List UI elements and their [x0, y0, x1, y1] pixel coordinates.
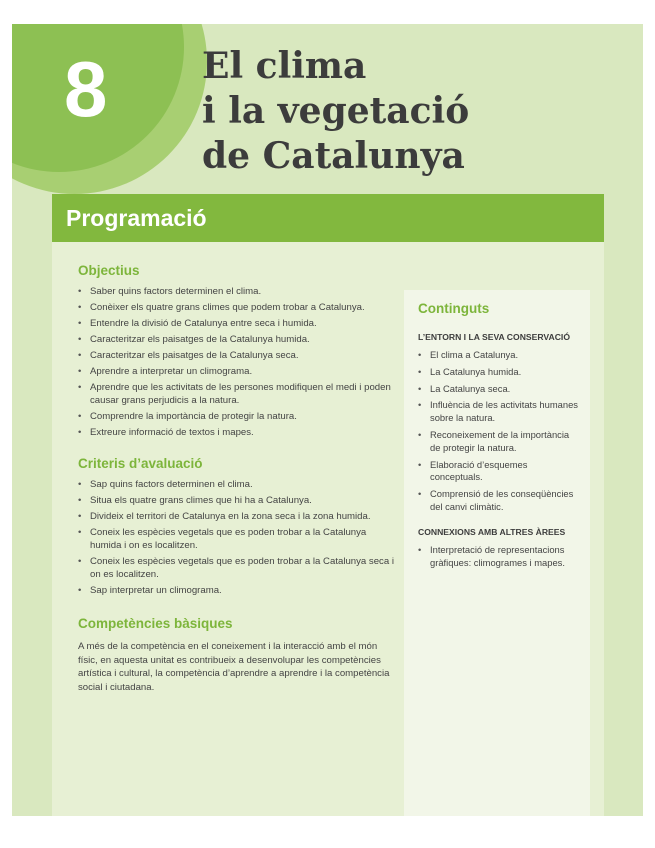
- competencies-heading: Competències bàsiques: [78, 616, 233, 631]
- list-item: • Divideix el territori de Catalunya en la zona seca i la zona humida.: [78, 510, 398, 523]
- unit-title: [202, 44, 469, 179]
- competencies-text: A més de la competència en el coneixement i la interacció amb el món físic, en aquesta unitat es contribueix a desenvolupar les competències artística i cultural, la competència d’aprendre a aprendre i la competència social i ciutadana.: [78, 641, 390, 693]
- continguts-group-title: L’ENTORN I LA SEVA CONSERVACIÓ: [418, 332, 571, 342]
- section-title: Programació: [66, 205, 207, 231]
- unit-number: 8: [64, 45, 108, 133]
- list-item: • Entendre la divisió de Catalunya entre seca i humida.: [78, 317, 398, 330]
- list-item: • Aprendre a interpretar un climograma.: [78, 365, 398, 378]
- continguts-box: [404, 290, 590, 816]
- list-item: • Extreure informació de textos i mapes.: [78, 426, 398, 439]
- objectius-heading: Objectius: [78, 263, 140, 278]
- continguts-list: [418, 349, 580, 514]
- list-item: • Saber quins factors determinen el clima.: [78, 285, 398, 298]
- list-item: • Sap interpretar un climograma.: [78, 584, 398, 597]
- unit-title-line-2: i la vegetació: [202, 90, 470, 132]
- list-item: • Coneix les espècies vegetals que es poden trobar a la Catalunya humida i on es localitzen.: [78, 526, 398, 552]
- list-item: • Influència de les activitats humanes sobre la natura.: [418, 399, 580, 425]
- list-item: • Comprensió de les conseqüències del canvi climàtic.: [418, 488, 580, 514]
- list-item: • La Catalunya humida.: [418, 366, 580, 379]
- criteris-list: [78, 478, 398, 597]
- list-item: • La Catalunya seca.: [418, 383, 580, 396]
- list-item: • Comprendre la importància de protegir la natura.: [78, 410, 398, 423]
- list-item: • Aprendre que les activitats de les persones modifiquen el medi i poden causar grans perjudicis a la natura.: [78, 381, 398, 407]
- objectius-list: [78, 285, 398, 439]
- list-item: • Sap quins factors determinen el clima.: [78, 478, 398, 491]
- continguts-heading: Continguts: [418, 301, 490, 316]
- criteris-heading: Criteris d’avaluació: [78, 456, 203, 471]
- section-band: [52, 194, 604, 242]
- list-item: • Caracteritzar els paisatges de la Catalunya seca.: [78, 349, 398, 362]
- connexions-group-title: CONNEXIONS AMB ALTRES ÀREES: [418, 526, 566, 537]
- list-item: • Reconeixement de la importància de protegir la natura.: [418, 429, 580, 455]
- list-item: • Conèixer els quatre grans climes que podem trobar a Catalunya.: [78, 301, 398, 314]
- page: [12, 24, 643, 816]
- list-item: • Caracteritzar els paisatges de la Catalunya humida.: [78, 333, 398, 346]
- list-item: • Interpretació de representacions gràfiques: climogrames i mapes.: [418, 544, 580, 570]
- programacio-panel: [52, 242, 604, 816]
- unit-title-line-3: de Catalunya: [202, 135, 465, 177]
- connexions-list: [418, 544, 580, 570]
- left-column: [78, 262, 398, 694]
- list-item: • Situa els quatre grans climes que hi ha a Catalunya.: [78, 494, 398, 507]
- list-item: • El clima a Catalunya.: [418, 349, 580, 362]
- list-item: • Elaboració d’esquemes conceptuals.: [418, 459, 580, 485]
- list-item: • Coneix les espècies vegetals que es poden trobar a la Catalunya seca i on es localitzen.: [78, 555, 398, 581]
- unit-title-line-1: El clima: [202, 45, 367, 87]
